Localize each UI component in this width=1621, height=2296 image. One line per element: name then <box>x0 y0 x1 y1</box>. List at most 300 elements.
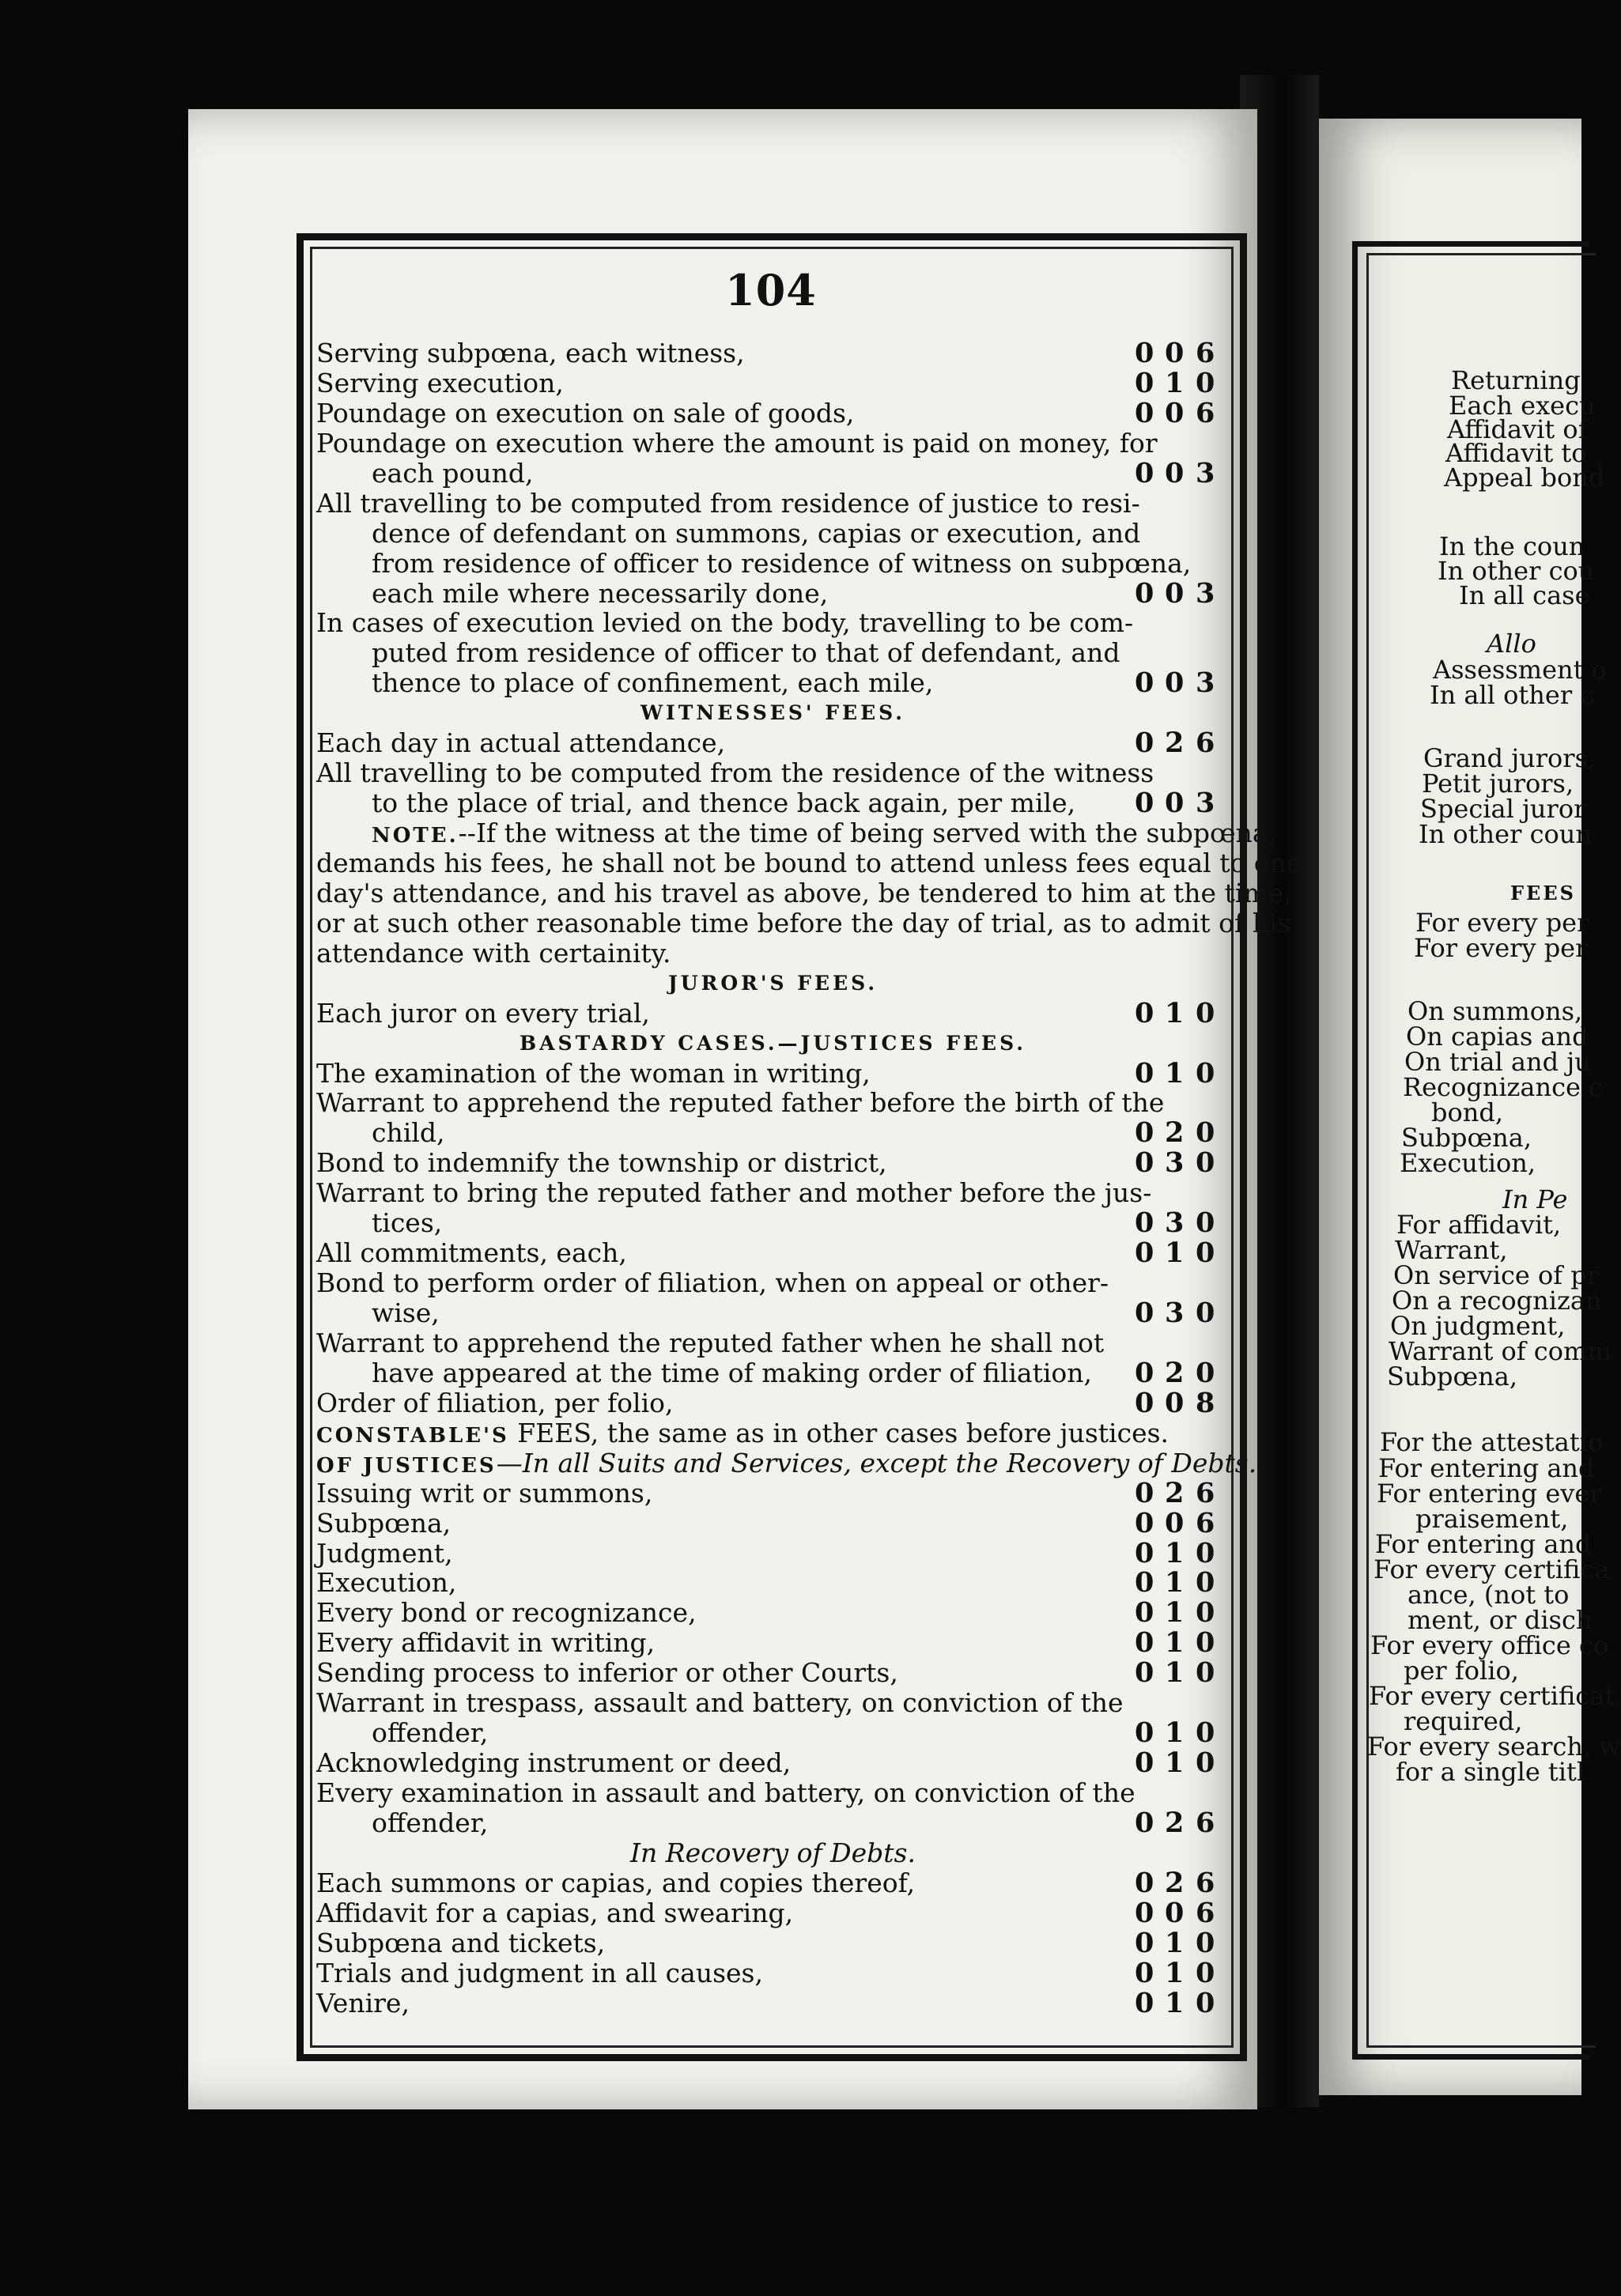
fee-description-text: The examination of the woman in writing, <box>316 1057 871 1089</box>
fee-row <box>316 1536 1230 1569</box>
shillings-value: 1 <box>1165 1237 1185 1270</box>
page-number: 104 <box>725 265 817 315</box>
shillings-value: 1 <box>1165 366 1185 399</box>
pence-value: 0 <box>1196 1956 1215 1989</box>
fee-row <box>316 638 1230 668</box>
shillings-value: 1 <box>1165 1596 1185 1629</box>
fee-row <box>316 576 1230 610</box>
section-heading-text: BASTARDY CASES.—JUSTICES FEES. <box>520 1031 1026 1055</box>
pounds-value: 0 <box>1135 1146 1154 1180</box>
fee-description-text: --If the witness at the time of being served with the subpœna, <box>458 818 1277 848</box>
fee-description <box>316 1059 871 1089</box>
pence-value: 3 <box>1196 576 1215 610</box>
pounds-value: 0 <box>1135 727 1154 760</box>
fee-row <box>316 608 1230 638</box>
fee-row <box>316 1328 1230 1358</box>
shillings-value: 3 <box>1165 1146 1185 1180</box>
right-page-line: ance, (not to <box>1408 1580 1570 1610</box>
fee-row <box>316 1418 1230 1448</box>
pounds-value: 0 <box>1135 1207 1154 1240</box>
pence-value: 0 <box>1196 1656 1215 1690</box>
fee-row <box>316 1988 1230 2018</box>
fee-description-italic: —In all Suits and Services, except the Recovery of Debts. <box>496 1447 1257 1478</box>
fee-description-text: demands his fees, he shall not be bound to attend unless fees equal to one <box>316 847 1302 878</box>
fee-description-text: each pound, <box>372 457 534 489</box>
fee-row <box>316 1298 1230 1328</box>
fee-description-text: dence of defendant on summons, capias or execution, and <box>372 517 1141 549</box>
fee-description <box>372 1358 1092 1388</box>
pence-value: 3 <box>1196 456 1215 489</box>
fee-description-text: Serving execution, <box>316 367 564 398</box>
right-page-line: per folio, <box>1404 1656 1519 1686</box>
fee-description <box>316 429 1158 459</box>
pounds-value: 0 <box>1135 1297 1154 1329</box>
right-page-line: For the attestatio <box>1380 1427 1604 1457</box>
fee-description <box>372 1208 442 1238</box>
right-page-line: In Pe <box>1502 1184 1568 1214</box>
fee-row <box>316 1598 1230 1628</box>
pence-value: 0 <box>1196 1356 1215 1389</box>
right-page-line: for a single titl <box>1396 1757 1585 1787</box>
fee-description <box>316 1778 1135 1808</box>
fee-description-text: Judgment, <box>316 1537 453 1569</box>
section-heading <box>316 1838 1230 1868</box>
fee-description-text: wise, <box>372 1297 440 1328</box>
fee-description <box>316 1178 1151 1208</box>
fee-row <box>316 1928 1230 1958</box>
fee-description-text: Execution, <box>316 1567 457 1599</box>
pence-value: 0 <box>1196 996 1215 1029</box>
pounds-value: 0 <box>1135 1896 1154 1929</box>
fee-description <box>316 1748 791 1778</box>
fee-description <box>316 938 671 969</box>
right-page-line: For entering and <box>1375 1529 1592 1559</box>
fee-description-text: Poundage on execution on sale of goods, <box>316 397 855 429</box>
right-page-line: For every office co <box>1370 1630 1609 1660</box>
fee-row <box>316 1088 1230 1118</box>
right-page-line: On judgment, <box>1390 1311 1566 1341</box>
shillings-value: 3 <box>1165 1207 1185 1240</box>
right-page-line: On summons, <box>1408 996 1583 1026</box>
fee-description-text: Warrant to apprehend the reputed father before the birth of the <box>316 1087 1165 1119</box>
fee-row <box>316 398 1230 429</box>
fee-row <box>316 489 1230 519</box>
pounds-value: 0 <box>1135 996 1154 1029</box>
pounds-value: 0 <box>1135 1116 1154 1150</box>
fee-description <box>316 1898 793 1928</box>
fee-row <box>316 1358 1230 1388</box>
fee-description <box>316 608 1133 638</box>
pence-value: 0 <box>1196 1926 1215 1959</box>
right-page-line: Special juror <box>1420 794 1586 824</box>
fee-description-text: Bond to perform order of filiation, when on appeal or other- <box>316 1267 1109 1299</box>
pence-value: 0 <box>1196 1986 1215 2019</box>
pounds-value: 0 <box>1135 1536 1154 1569</box>
fee-row <box>316 1688 1230 1718</box>
right-page-line: On capias and <box>1406 1021 1589 1052</box>
pounds-value: 0 <box>1135 1506 1154 1539</box>
shillings-value: 1 <box>1165 1986 1185 2019</box>
fee-row <box>316 1208 1230 1238</box>
fee-row <box>316 1778 1230 1808</box>
fee-row <box>316 728 1230 758</box>
pounds-value: 0 <box>1135 456 1154 489</box>
fee-description <box>372 788 1075 818</box>
pence-value: 0 <box>1196 1297 1215 1329</box>
shillings-value: 0 <box>1165 1896 1185 1929</box>
fee-description-text: Acknowledging instrument or deed, <box>316 1747 792 1779</box>
fee-row <box>316 1506 1230 1539</box>
pounds-value: 0 <box>1135 1866 1154 1899</box>
pence-value: 6 <box>1196 337 1215 369</box>
fee-description-text: or at such other reasonable time before the day of trial, as to admit of his <box>316 907 1291 938</box>
fee-description <box>316 1418 1169 1452</box>
fee-description <box>316 398 854 429</box>
shillings-value: 1 <box>1165 1716 1185 1750</box>
pounds-value: 0 <box>1135 1747 1154 1780</box>
fee-description-text: Serving subpœna, each witness, <box>316 338 745 368</box>
shillings-value: 0 <box>1165 396 1185 429</box>
shillings-value: 3 <box>1165 1297 1185 1329</box>
fee-row <box>316 1898 1230 1928</box>
right-page-line: For entering and <box>1378 1453 1595 1483</box>
fee-description-text: to the place of trial, and thence back again, per mile, <box>372 787 1076 819</box>
pounds-value: 0 <box>1135 1806 1154 1839</box>
shillings-value: 1 <box>1165 1056 1185 1089</box>
pence-value: 0 <box>1196 1536 1215 1569</box>
fee-row <box>316 1447 1257 1478</box>
pence-value: 0 <box>1196 1237 1215 1270</box>
right-page-line: Affidavit to <box>1445 438 1587 468</box>
fee-description-text: Poundage on execution where the amount is paid on money, for <box>316 427 1158 459</box>
fee-description <box>372 459 534 489</box>
shillings-value: 1 <box>1165 1956 1185 1989</box>
fee-description <box>316 1328 1104 1358</box>
shillings-value: 2 <box>1165 1806 1185 1839</box>
pounds-value: 0 <box>1135 337 1154 369</box>
pence-value: 3 <box>1196 787 1215 820</box>
fee-description-text: Warrant to apprehend the reputed father when he shall not <box>316 1327 1105 1358</box>
shillings-value: 1 <box>1165 1747 1185 1780</box>
pence-value: 0 <box>1196 1056 1215 1089</box>
fee-description <box>316 338 745 368</box>
right-page-line: On service of pr <box>1393 1260 1600 1290</box>
fee-row <box>316 758 1230 788</box>
fee-description <box>372 549 1191 579</box>
fee-description <box>372 638 1120 668</box>
pounds-value: 0 <box>1135 396 1154 429</box>
fee-description <box>316 728 725 758</box>
fee-row <box>316 549 1230 579</box>
pence-value: 0 <box>1196 1566 1215 1599</box>
fee-description-text: Each juror on every trial, <box>316 997 650 1029</box>
fee-description <box>316 1088 1164 1118</box>
fee-description-text: Warrant to bring the reputed father and mother before the jus- <box>316 1177 1152 1209</box>
fee-description-text: thence to place of confinement, each mile, <box>372 667 934 699</box>
right-page-line: For every certifica <box>1374 1554 1610 1584</box>
right-page-line: In other coun <box>1419 819 1592 849</box>
fee-row <box>316 1958 1230 1988</box>
fee-description-text: In cases of execution levied on the body, travelling to be com- <box>316 607 1134 639</box>
pounds-value: 0 <box>1135 1056 1154 1089</box>
shillings-value: 0 <box>1165 1386 1185 1419</box>
fee-description-text: Each day in actual attendance, <box>316 727 726 759</box>
fee-row <box>316 1118 1230 1148</box>
fee-description-text: puted from residence of officer to that of defendant, and <box>372 637 1120 669</box>
fee-row <box>316 1718 1230 1748</box>
pence-value: 6 <box>1196 1506 1215 1539</box>
right-page-line: bond, <box>1431 1097 1504 1127</box>
fee-description <box>316 999 650 1029</box>
shillings-value: 2 <box>1165 1866 1185 1899</box>
fee-description <box>316 1958 763 1988</box>
right-page-line: On trial and ju <box>1404 1047 1591 1077</box>
pounds-value: 0 <box>1135 787 1154 820</box>
right-page-line: required, <box>1404 1706 1523 1736</box>
pounds-value: 0 <box>1135 1926 1154 1959</box>
right-page-line: For affidavit, <box>1396 1210 1562 1240</box>
fee-row <box>316 847 1302 878</box>
fee-row <box>316 818 1277 848</box>
fee-description-text: offender, <box>372 1807 489 1838</box>
fee-row <box>316 1178 1230 1208</box>
fee-description-text: Subpœna and tickets, <box>316 1927 606 1958</box>
fee-description-text: Every affidavit in writing, <box>316 1627 656 1659</box>
right-page-line: praisement, <box>1415 1504 1569 1534</box>
fee-description <box>316 1568 456 1598</box>
fee-description <box>316 1268 1109 1298</box>
right-page-line: Recognizance c <box>1403 1072 1604 1102</box>
fee-row <box>316 907 1291 938</box>
fee-description <box>372 519 1140 549</box>
fee-description <box>316 1448 1256 1482</box>
fee-description <box>316 1598 697 1628</box>
pounds-value: 0 <box>1135 1566 1154 1599</box>
section-heading <box>316 1029 1230 1059</box>
right-page-line: In all other c <box>1430 680 1595 710</box>
right-page-line: On a recognizan <box>1392 1286 1602 1316</box>
fee-row <box>316 1478 1230 1509</box>
fee-description <box>316 1658 898 1688</box>
right-page-line: FEES <box>1510 882 1576 904</box>
shillings-value: 2 <box>1165 1116 1185 1150</box>
fee-description <box>372 579 828 609</box>
right-page-line: For every per <box>1415 908 1589 938</box>
fee-description-text: offender, <box>372 1717 489 1749</box>
pence-value: 0 <box>1196 366 1215 399</box>
fee-row <box>316 788 1230 818</box>
fee-description <box>372 668 933 698</box>
pence-value: 0 <box>1196 1626 1215 1660</box>
fee-description-text: Order of filiation, per folio, <box>316 1387 674 1418</box>
shillings-value: 2 <box>1165 1356 1185 1389</box>
right-page-line: Affidavit of <box>1447 414 1588 444</box>
fee-row <box>316 429 1230 459</box>
pence-value: 0 <box>1196 1716 1215 1750</box>
right-page-line: Execution, <box>1400 1148 1536 1178</box>
fee-description <box>316 368 564 398</box>
shillings-value: 1 <box>1165 1626 1185 1660</box>
right-page-line: For every per <box>1414 933 1588 963</box>
right-page-line: ment, or disch <box>1408 1605 1593 1635</box>
fee-description <box>372 1298 440 1328</box>
pence-value: 6 <box>1196 1806 1215 1839</box>
fee-row <box>316 456 1230 489</box>
shillings-value: 1 <box>1165 1926 1185 1959</box>
fee-row <box>316 668 1230 698</box>
right-page-line: Warrant, <box>1395 1235 1508 1265</box>
fee-description-text: child, <box>372 1117 445 1149</box>
fee-description-text: tices, <box>372 1207 443 1239</box>
fee-description-text: each mile where necessarily done, <box>372 577 829 609</box>
fee-row <box>316 877 1292 908</box>
fee-row <box>316 1628 1230 1658</box>
fee-description <box>316 878 1292 908</box>
section-heading-text: In Recovery of Debts. <box>630 1837 916 1868</box>
fee-description <box>316 1478 652 1509</box>
fee-description <box>316 1509 451 1539</box>
pence-value: 0 <box>1196 1116 1215 1150</box>
section-heading <box>316 969 1230 999</box>
fee-row <box>316 1868 1230 1898</box>
shillings-value: 1 <box>1165 996 1185 1029</box>
fee-description-text: All travelling to be computed from the residence of the witness <box>316 757 1154 789</box>
fee-row <box>316 368 1230 398</box>
right-page-line: In other cou <box>1438 556 1595 586</box>
fee-description-text: from residence of officer to residence of witness on subpœna, <box>372 547 1192 579</box>
fee-description-text: All travelling to be computed from residence of justice to resi- <box>316 487 1140 519</box>
fee-description <box>372 1718 488 1748</box>
pounds-value: 0 <box>1135 1596 1154 1629</box>
right-page-line: For every search, w <box>1367 1731 1621 1762</box>
fee-description <box>316 1688 1124 1718</box>
shillings-value: 1 <box>1165 1566 1185 1599</box>
fee-description <box>316 1539 453 1569</box>
note-lead: NOTE. <box>372 824 459 848</box>
shillings-value: 1 <box>1165 1656 1185 1690</box>
fee-description-text: Issuing writ or summons, <box>316 1477 653 1509</box>
fee-description <box>316 1628 655 1658</box>
shillings-value: 2 <box>1165 1476 1185 1509</box>
right-page-line: Subpœna, <box>1401 1123 1532 1153</box>
fee-description-text: Bond to indemnify the township or district, <box>316 1147 887 1179</box>
pounds-value: 0 <box>1135 1716 1154 1750</box>
pence-value: 6 <box>1196 727 1215 760</box>
shillings-value: 1 <box>1165 1536 1185 1569</box>
pounds-value: 0 <box>1135 1386 1154 1419</box>
pounds-value: 0 <box>1135 1626 1154 1660</box>
fee-description-text: attendance with certainity. <box>316 937 671 969</box>
fee-description <box>316 908 1290 938</box>
fee-description-text: Venire, <box>316 1987 410 2018</box>
fee-description-text: Sending process to inferior or other Courts, <box>316 1657 898 1689</box>
right-page-line: Appeal bond <box>1444 463 1605 493</box>
fee-row <box>316 1658 1230 1688</box>
shillings-value: 0 <box>1165 1506 1185 1539</box>
shillings-value: 0 <box>1165 667 1185 700</box>
pounds-value: 0 <box>1135 576 1154 610</box>
section-heading <box>316 698 1230 728</box>
fee-description-text: day's attendance, and his travel as above, be tendered to him at the time, <box>316 877 1292 908</box>
right-page-line: Assessment o <box>1433 655 1607 685</box>
right-page-line: In the coun <box>1439 531 1585 561</box>
fee-description <box>372 818 1276 852</box>
right-page-line: Subpœna, <box>1387 1361 1517 1392</box>
pence-value: 6 <box>1196 1866 1215 1899</box>
fee-description <box>316 758 1154 788</box>
fee-row <box>316 1388 1230 1418</box>
right-page-line: For every certificat <box>1369 1681 1615 1711</box>
small-caps-lead: OF JUSTICES <box>316 1453 497 1478</box>
right-page-line: Returning <box>1451 365 1581 395</box>
fee-row <box>316 1748 1230 1778</box>
fee-description <box>316 848 1302 878</box>
pounds-value: 0 <box>1135 1476 1154 1509</box>
pounds-value: 0 <box>1135 1986 1154 2019</box>
fee-description <box>316 1238 627 1268</box>
fee-row <box>316 1148 1230 1178</box>
shillings-value: 2 <box>1165 727 1185 760</box>
fee-description <box>316 1928 605 1958</box>
shillings-value: 0 <box>1165 456 1185 489</box>
fee-description-text: Every examination in assault and battery, on conviction of the <box>316 1777 1135 1808</box>
fee-row <box>316 1808 1230 1838</box>
right-page-line: In all case <box>1459 580 1590 610</box>
fee-description-text: Subpœna, <box>316 1507 452 1539</box>
pence-value: 0 <box>1196 1747 1215 1780</box>
fee-row <box>316 338 1230 368</box>
section-heading-text: WITNESSES' FEES. <box>640 701 906 725</box>
right-page-line: For entering ever <box>1377 1478 1602 1509</box>
right-page-line: Each execu <box>1449 391 1596 421</box>
pence-value: 6 <box>1196 396 1215 429</box>
section-heading-text: JUROR'S FEES. <box>667 971 879 995</box>
right-page-line: Grand jurors, <box>1423 743 1596 773</box>
pounds-value: 0 <box>1135 1656 1154 1690</box>
fee-description-text: FEES, the same as in other cases before justices. <box>508 1417 1169 1448</box>
fee-row <box>316 938 1230 969</box>
fee-row <box>316 1568 1230 1598</box>
pence-value: 8 <box>1196 1386 1215 1419</box>
shillings-value: 0 <box>1165 576 1185 610</box>
fee-row <box>316 1238 1230 1268</box>
fee-description-text: Every bond or recognizance, <box>316 1597 697 1629</box>
fee-row <box>316 1056 1230 1089</box>
fee-description <box>372 1808 488 1838</box>
pence-value: 3 <box>1196 667 1215 700</box>
pounds-value: 0 <box>1135 1356 1154 1389</box>
fee-description <box>316 1388 674 1418</box>
fee-table <box>316 337 1302 2019</box>
fee-description-text: All commitments, each, <box>316 1237 627 1269</box>
right-page-line: Warrant of comm <box>1389 1336 1612 1366</box>
fee-description <box>316 1148 887 1178</box>
pounds-value: 0 <box>1135 366 1154 399</box>
fee-description-text: Affidavit for a capias, and swearing, <box>316 1897 794 1928</box>
shillings-value: 0 <box>1165 337 1185 369</box>
pence-value: 0 <box>1196 1146 1215 1180</box>
fee-description <box>372 1118 444 1148</box>
fee-row <box>316 1268 1230 1298</box>
fee-description-text: Each summons or capias, and copies thereof, <box>316 1867 916 1898</box>
pounds-value: 0 <box>1135 1956 1154 1989</box>
shillings-value: 0 <box>1165 787 1185 820</box>
pence-value: 0 <box>1196 1207 1215 1240</box>
pence-value: 6 <box>1196 1476 1215 1509</box>
fee-row <box>316 996 1230 1029</box>
fee-description <box>316 1868 915 1898</box>
small-caps-lead: CONSTABLE'S <box>316 1423 509 1448</box>
